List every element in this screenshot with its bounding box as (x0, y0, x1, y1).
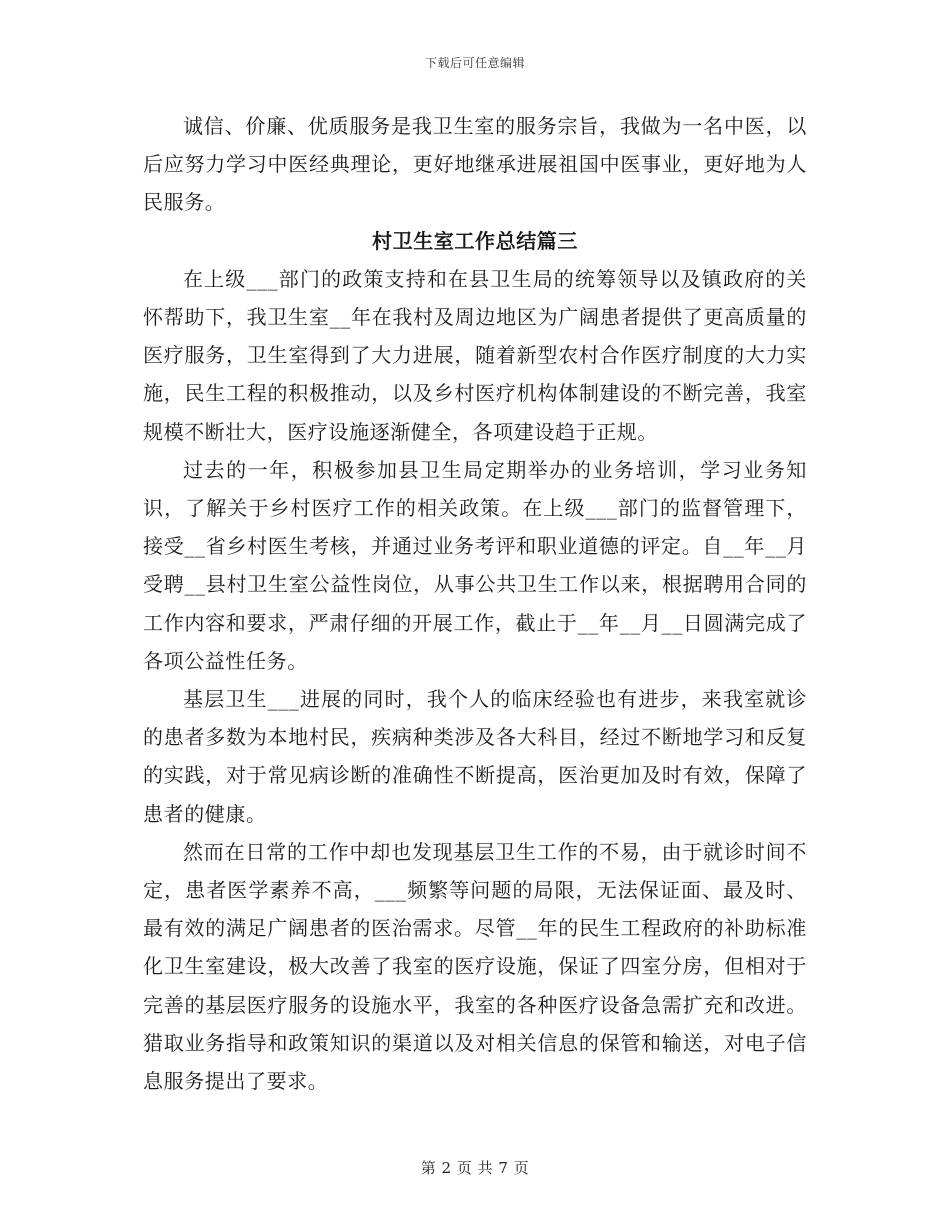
intro-paragraph: 诚信、价廉、优质服务是我卫生室的服务宗旨，我做为一名中医，以后应努力学习中医经典理论，更好地继承进展祖国中医事业，更好地为人民服务。 (143, 114, 807, 215)
section-title: 村卫生室工作总结篇三 (372, 228, 578, 253)
paragraph-4: 然而在日常的工作中却也发现基层卫生工作的不易，由于就诊时间不定，患者医学素养不高，___频繁等问题的局限，无法保证面、最及时、最有效的满足广阔患者的医治需求。尽管__年的民生工程政府的补助标准化卫生室建设，极大改善了我室的医疗设施，保证了四室分房，但相对于完善的基层医疗服务的设施水平，我室的各种医疗设备急需扩充和改进。猎取业务指导和政策知识的渠道以及对相关信息的保管和输送，对电子信息服务提出了要求。 (143, 839, 807, 1094)
page-number-footer: 第 2 页 共 7 页 (420, 1159, 530, 1177)
paragraph-1: 在上级___部门的政策支持和在县卫生局的统筹领导以及镇政府的关怀帮助下，我卫生室__年在我村及周边地区为广阔患者提供了更高质量的医疗服务，卫生室得到了大力进展，随着新型农村合作医疗制度的大力实施，民生工程的积极推动，以及乡村医疗机构体制建设的不断完善，我室规模不断壮大，医疗设施逐渐健全，各项建设趋于正规。 (143, 266, 807, 444)
document-body (143, 107, 807, 1100)
page-header-note: 下载后可任意编辑 (424, 56, 525, 70)
paragraph-2: 过去的一年，积极参加县卫生局定期举办的业务培训，学习业务知识，了解关于乡村医疗工作的相关政策。在上级___部门的监督管理下，接受__省乡村医生考核，并通过业务考评和职业道德的评定。自__年__月受聘__县村卫生室公益性岗位，从事公共卫生工作以来，根据聘用合同的工作内容和要求，严肃仔细的开展工作，截止于__年__月__日圆满完成了各项公益性任务。 (143, 457, 807, 673)
paragraph-3: 基层卫生___进展的同时，我个人的临床经验也有进步，来我室就诊的患者多数为本地村民，疾病种类涉及各大科目，经过不断地学习和反复的实践，对于常见病诊断的准确性不断提高，医治更加及时有效，保障了患者的健康。 (143, 687, 807, 826)
